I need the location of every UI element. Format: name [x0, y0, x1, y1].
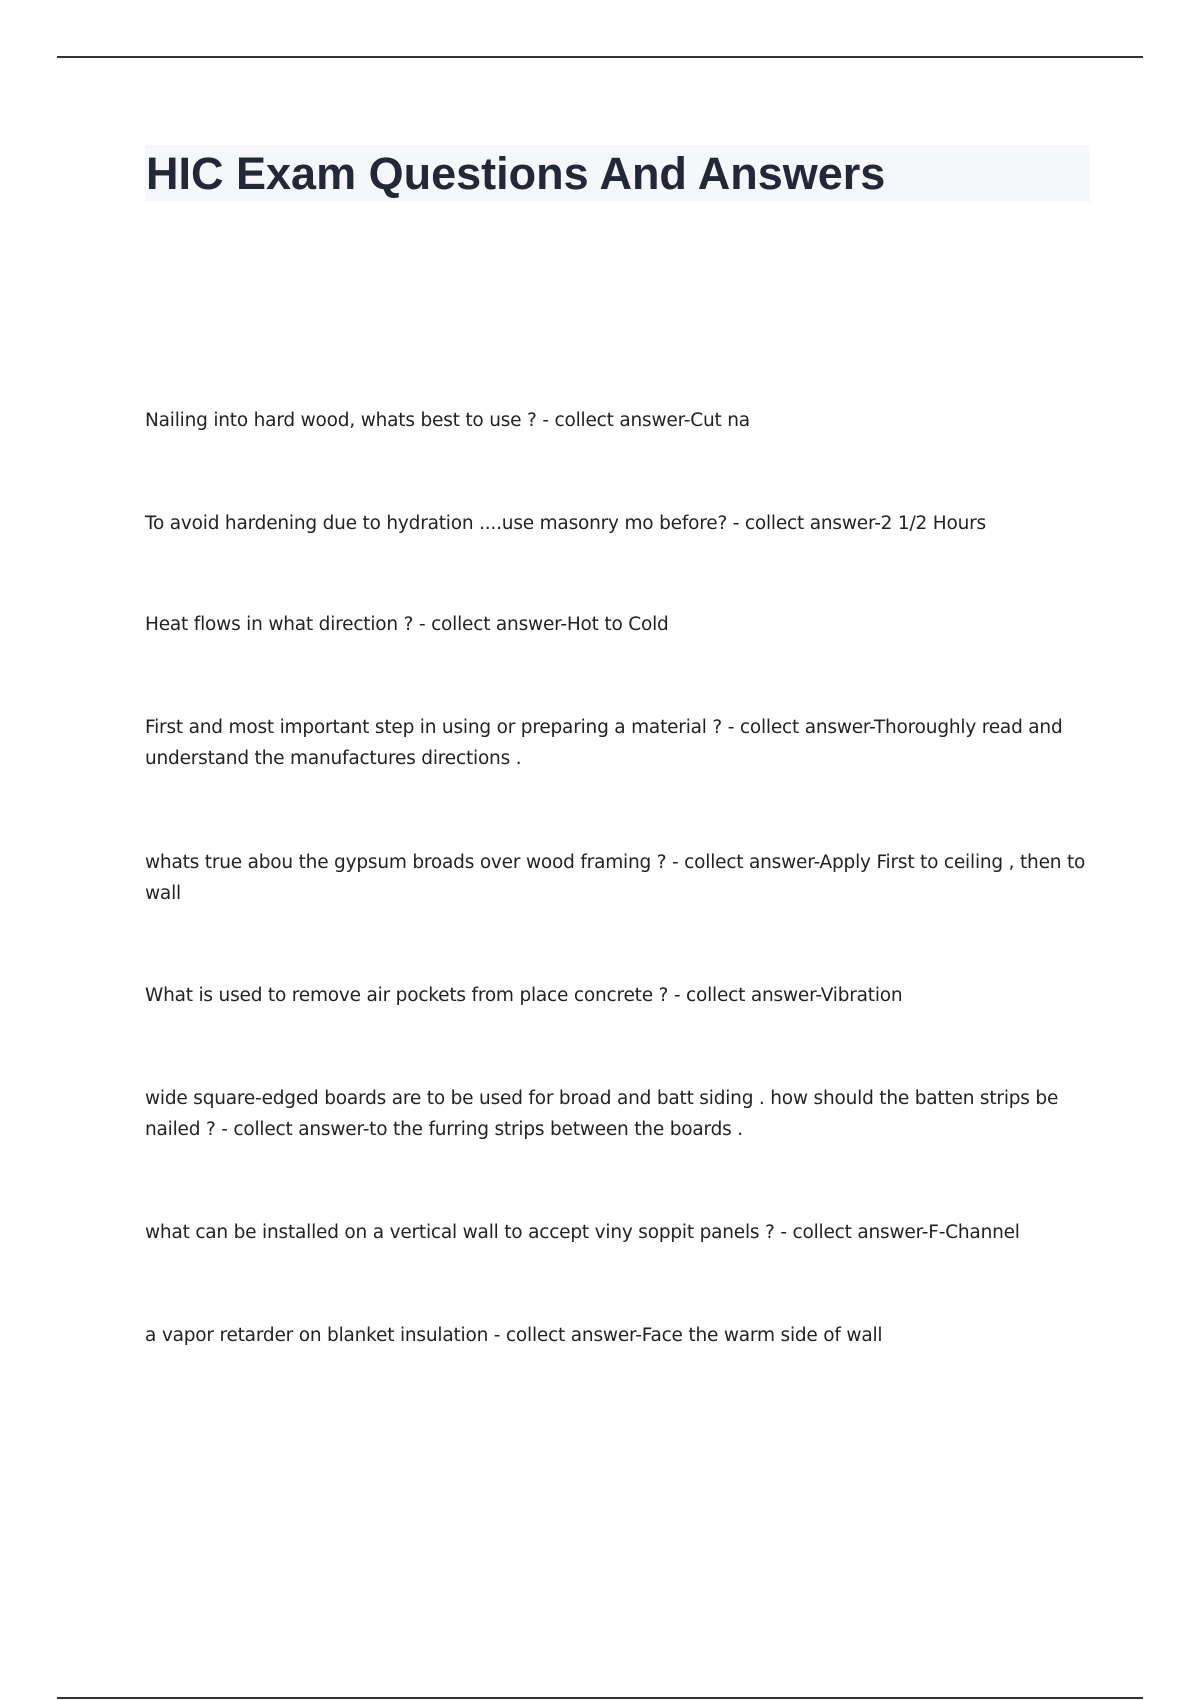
qa-item: wide square-edged boards are to be used for broad and batt siding . how should the batten strips be nailed ? - collect answer-to the furring strips between the boards .	[145, 1088, 1059, 1140]
document-title: HIC Exam Questions And Answers	[146, 148, 886, 199]
qa-item: a vapor retarder on blanket insulation - collect answer-Face the warm side of wall	[145, 1325, 883, 1346]
qa-item: Heat flows in what direction ? - collect answer-Hot to Cold	[145, 614, 669, 635]
qa-item: What is used to remove air pockets from place concrete ? - collect answer-Vibration	[145, 985, 903, 1006]
qa-item: whats true abou the gypsum broads over wood framing ? - collect answer-Apply First to ceiling , then to wall	[145, 852, 1086, 904]
bottom-rule	[57, 1697, 1143, 1699]
top-rule	[57, 56, 1143, 58]
qa-item: First and most important step in using or preparing a material ? - collect answer-Thoroughly read and understand the manufactures directions .	[145, 717, 1063, 769]
qa-item: To avoid hardening due to hydration ....use masonry mo before? - collect answer-2 1/2 Hours	[145, 513, 986, 534]
qa-item: Nailing into hard wood, whats best to use ? - collect answer-Cut na	[145, 410, 750, 431]
qa-item: what can be installed on a vertical wall to accept viny soppit panels ? - collect answer-F-Channel	[145, 1222, 1020, 1243]
